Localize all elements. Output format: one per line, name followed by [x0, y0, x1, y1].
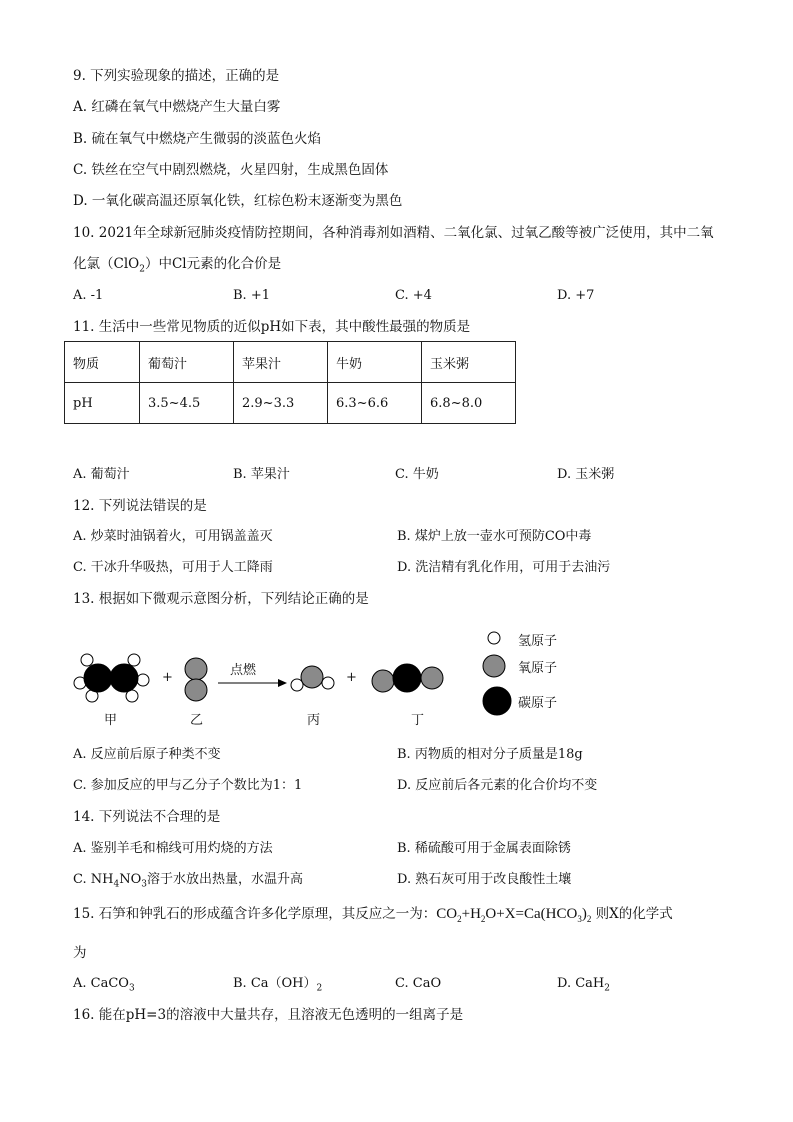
q13-option-b: B. 丙物质的相对分子质量是18g — [397, 747, 583, 762]
plus-sign-2: + — [346, 670, 357, 685]
q15-option-a — [73, 974, 135, 999]
q15-stem-tail: 则X的化学式 — [591, 906, 673, 922]
ph-table-cell: 2.9~3.3 — [234, 383, 328, 424]
oxygen-atom — [185, 679, 207, 701]
hydrogen-atom — [137, 674, 149, 686]
q11-option-b: B. 苹果汁 — [233, 467, 290, 482]
q14-option-a: A. 鉴别羊毛和棉线可用灼烧的方法 — [73, 841, 273, 856]
q14-option-c — [73, 870, 303, 895]
hydrogen-atom — [128, 654, 140, 666]
q13-stem: 13. 根据如下微观示意图分析，下列结论正确的是 — [73, 591, 369, 607]
formula-part: CO — [436, 906, 458, 922]
ph-table-cell: 6.8~8.0 — [422, 383, 516, 424]
q15-a-sub: 3 — [128, 983, 135, 994]
q14-c-sub2: 3 — [141, 879, 147, 890]
formula-part: (HCO — [540, 906, 578, 922]
ph-table-cell: 3.5~4.5 — [140, 383, 234, 424]
q15-b-sub: 2 — [316, 983, 323, 994]
q15-d-sub: 2 — [604, 983, 610, 994]
reaction-arrow-head — [278, 679, 287, 687]
q11-stem: 11. 生活中一些常见物质的近似pH如下表，其中酸性最强的物质是 — [73, 319, 471, 335]
q12-option-c: C. 干冰升华吸热，可用于人工降雨 — [73, 560, 273, 575]
q11-option-d: D. 玉米粥 — [557, 467, 615, 482]
q10-line2-post: ）中Cl元素的化合价是 — [144, 256, 282, 272]
molecule-jia — [74, 654, 149, 702]
reaction-diagram — [0, 620, 793, 730]
q12-option-d: D. 洗洁精有乳化作用，可用于去油污 — [397, 560, 611, 575]
q14-stem: 14. 下列说法不合理的是 — [73, 809, 221, 825]
legend-hydrogen-label: 氢原子 — [518, 634, 558, 649]
hydrogen-atom — [81, 654, 93, 666]
q15-option-c: C. CaO — [395, 976, 442, 991]
q11-option-c: C. 牛奶 — [395, 467, 439, 482]
oxygen-atom — [372, 670, 394, 692]
molecule-yi — [185, 658, 207, 701]
q14-c-mid: NO — [119, 872, 142, 887]
q12-option-a: A. 炒菜时油锅着火，可用锅盖盖灭 — [73, 529, 273, 544]
q12-stem: 12. 下列说法错误的是 — [73, 498, 207, 514]
caption-yi: 乙 — [190, 713, 204, 728]
caption-jia: 甲 — [104, 713, 118, 728]
formula-part: O+X=Ca — [485, 906, 541, 922]
oxygen-atom — [301, 666, 323, 688]
ph-table-cell: 玉米粥 — [422, 342, 516, 383]
q14-option-d: D. 熟石灰可用于改良酸性土壤 — [397, 872, 572, 887]
q14-option-b: B. 稀硫酸可用于金属表面除锈 — [397, 841, 571, 856]
legend-oxygen-icon — [483, 655, 505, 677]
caption-ding: 丁 — [411, 713, 425, 728]
ph-table-cell: pH — [65, 383, 140, 424]
q15-formula — [436, 906, 591, 922]
q15-stem-line2: 为 — [73, 945, 87, 961]
q9-option-c: C. 铁丝在空气中剧烈燃烧，火星四射，生成黑色固体 — [73, 162, 389, 178]
molecule-bing — [291, 666, 334, 691]
formula-sub: 2 — [586, 914, 592, 924]
q14-c-pre: C. NH — [73, 872, 114, 887]
q10-stem-line2 — [73, 254, 281, 280]
ph-table-cell: 物质 — [65, 342, 140, 383]
q10-line2-sub: 2 — [139, 264, 145, 275]
ph-table-header-row — [65, 342, 516, 383]
formula-part: +H — [461, 906, 481, 922]
legend-hydrogen-icon — [488, 632, 500, 644]
q14-c-sub1: 4 — [113, 879, 120, 890]
q10-option-c: C. +4 — [395, 288, 432, 303]
q15-option-d — [557, 974, 610, 999]
formula-sub: 2 — [480, 914, 486, 924]
q12-option-b: B. 煤炉上放一壶水可预防CO中毒 — [397, 529, 592, 544]
q9-option-b: B. 硫在氧气中燃烧产生微弱的淡蓝色火焰 — [73, 131, 322, 147]
legend-carbon-icon — [483, 687, 511, 715]
ph-table-cell: 苹果汁 — [234, 342, 328, 383]
formula-sub: 2 — [457, 914, 462, 924]
ph-table-cell: 葡萄汁 — [140, 342, 234, 383]
q15-d-text: D. CaH — [557, 976, 605, 991]
q15-stem-text: 15. 石笋和钟乳石的形成蕴含许多化学原理，其反应之一为： — [73, 906, 437, 922]
q10-line2-pre: 化氯（ClO — [73, 256, 140, 272]
q10-option-d: D. +7 — [557, 288, 595, 303]
formula-sub: 3 — [577, 914, 582, 924]
ph-table-row — [65, 383, 516, 424]
q9-option-a: A. 红磷在氧气中燃烧产生大量白雾 — [73, 99, 281, 115]
q10-option-a: A. -1 — [73, 288, 104, 303]
ph-table — [64, 341, 516, 424]
legend-oxygen-label: 氧原子 — [518, 661, 558, 676]
q15-b-text: B. Ca（OH） — [233, 976, 317, 991]
oxygen-atom — [421, 667, 443, 689]
oxygen-atom — [185, 658, 207, 680]
q9-stem: 9. 下列实验现象的描述，正确的是 — [73, 68, 280, 84]
q14-c-post: 溶于水放出热量，水温升高 — [146, 872, 303, 887]
caption-bing: 丙 — [307, 713, 321, 728]
carbon-atom — [84, 664, 112, 692]
q16-stem: 16. 能在pH=3的溶液中大量共存，且溶液无色透明的一组离子是 — [73, 1007, 464, 1023]
q13-option-a: A. 反应前后原子种类不变 — [73, 747, 221, 762]
q15-a-text: A. CaCO — [73, 976, 129, 991]
legend-carbon-label: 碳原子 — [518, 696, 558, 711]
molecule-ding — [372, 664, 443, 692]
ph-table-cell: 6.3~6.6 — [328, 383, 422, 424]
q13-option-c: C. 参加反应的甲与乙分子个数比为1：1 — [73, 778, 303, 793]
q9-option-d: D. 一氧化碳高温还原氧化铁，红棕色粉末逐渐变为黑色 — [73, 193, 403, 209]
plus-sign-1: + — [162, 670, 173, 685]
carbon-atom — [393, 664, 421, 692]
q13-option-d: D. 反应前后各元素的化合价均不变 — [397, 778, 598, 793]
carbon-atom — [110, 664, 138, 692]
arrow-label: 点燃 — [230, 663, 257, 678]
hydrogen-atom — [322, 677, 334, 689]
q15-option-b — [233, 974, 322, 999]
formula-part: ) — [581, 906, 587, 922]
q15-stem — [73, 904, 673, 929]
ph-table-cell: 牛奶 — [328, 342, 422, 383]
q10-option-b: B. +1 — [233, 288, 270, 303]
q11-option-a: A. 葡萄汁 — [73, 467, 130, 482]
q10-stem-line1: 10. 2021年全球新冠肺炎疫情防控期间，各种消毒剂如酒精、二氧化氯、过氧乙酸等被广泛使用，其中二氧 — [73, 225, 714, 241]
